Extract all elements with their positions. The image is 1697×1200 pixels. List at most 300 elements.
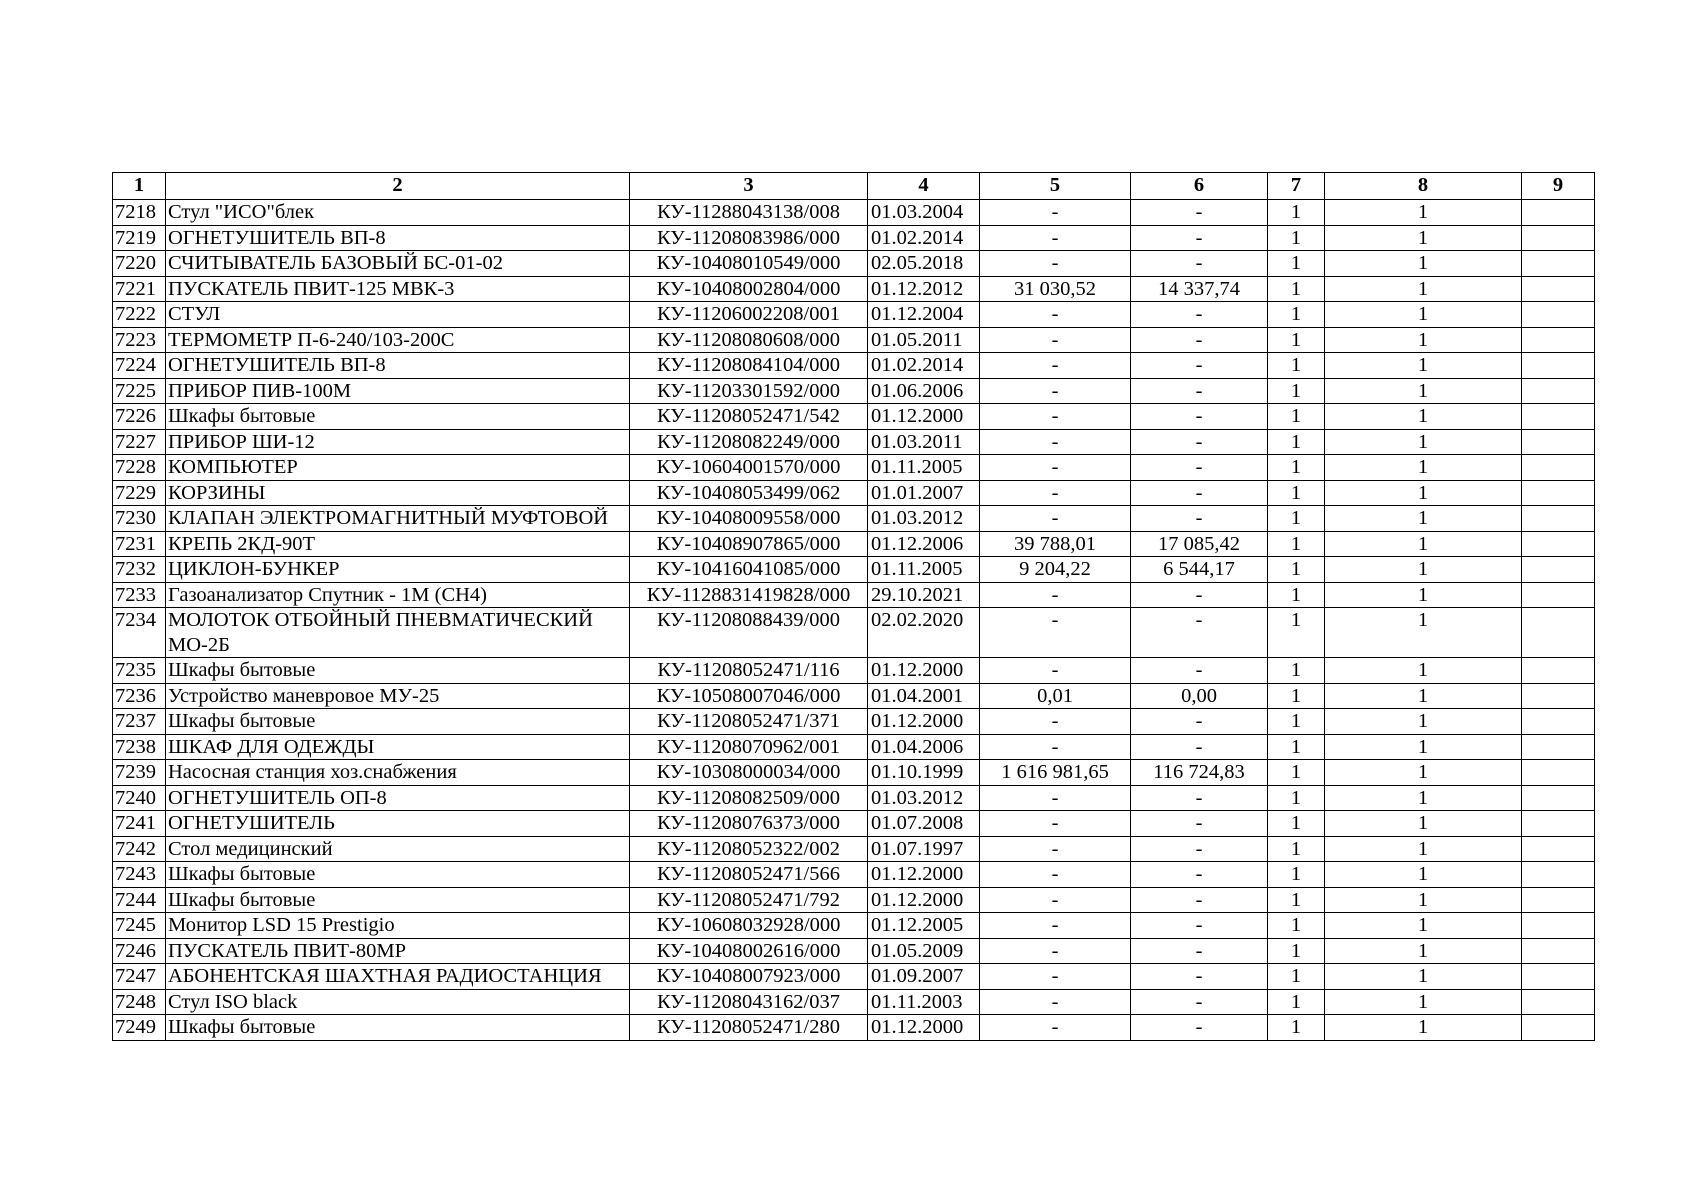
value-col9-cell	[1522, 785, 1595, 811]
value-col5-cell: -	[980, 608, 1131, 658]
item-name-cell: ОГНЕТУШИТЕЛЬ ВП-8	[166, 353, 630, 379]
col-header-8: 8	[1325, 173, 1522, 200]
value-col7-cell: 1	[1268, 734, 1325, 760]
inventory-code-cell: КУ-11208052471/542	[630, 404, 868, 430]
value-col6-cell: -	[1131, 582, 1268, 608]
value-col7-cell: 1	[1268, 785, 1325, 811]
date-cell: 01.12.2000	[868, 404, 980, 430]
value-col9-cell	[1522, 709, 1595, 735]
value-col6-cell: -	[1131, 378, 1268, 404]
row-number-cell: 7232	[113, 557, 166, 583]
value-col8-cell: 1	[1325, 506, 1522, 532]
date-cell: 01.09.2007	[868, 964, 980, 990]
item-name-cell: Стул ISO black	[166, 989, 630, 1015]
value-col7-cell: 1	[1268, 531, 1325, 557]
row-number-cell: 7218	[113, 200, 166, 226]
value-col9-cell	[1522, 557, 1595, 583]
value-col8-cell: 1	[1325, 964, 1522, 990]
value-col7-cell: 1	[1268, 989, 1325, 1015]
value-col5-cell: 31 030,52	[980, 276, 1131, 302]
value-col8-cell: 1	[1325, 302, 1522, 328]
value-col5-cell: -	[980, 480, 1131, 506]
inventory-code-cell: КУ-10308000034/000	[630, 760, 868, 786]
value-col8-cell: 1	[1325, 327, 1522, 353]
value-col9-cell	[1522, 506, 1595, 532]
table-row	[113, 608, 1595, 658]
item-name-cell: Газоанализатор Спутник - 1М (СН4)	[166, 582, 630, 608]
row-number-cell: 7223	[113, 327, 166, 353]
value-col6-cell: 116 724,83	[1131, 760, 1268, 786]
inventory-code-cell: КУ-10408002616/000	[630, 938, 868, 964]
value-col7-cell: 1	[1268, 658, 1325, 684]
table-row	[113, 913, 1595, 939]
date-cell: 01.03.2012	[868, 785, 980, 811]
inventory-code-cell: КУ-11288043138/008	[630, 200, 868, 226]
value-col6-cell: -	[1131, 989, 1268, 1015]
inventory-code-cell: КУ-10408002804/000	[630, 276, 868, 302]
date-cell: 29.10.2021	[868, 582, 980, 608]
item-name-cell: СЧИТЫВАТЕЛЬ БАЗОВЫЙ БС-01-02	[166, 251, 630, 277]
inventory-code-cell: КУ-10604001570/000	[630, 455, 868, 481]
date-cell: 01.11.2005	[868, 557, 980, 583]
value-col5-cell: -	[980, 887, 1131, 913]
value-col8-cell: 1	[1325, 404, 1522, 430]
value-col9-cell	[1522, 938, 1595, 964]
table-row	[113, 887, 1595, 913]
table-row	[113, 353, 1595, 379]
value-col7-cell: 1	[1268, 887, 1325, 913]
inventory-code-cell: КУ-11208084104/000	[630, 353, 868, 379]
value-col5-cell: -	[980, 862, 1131, 888]
value-col7-cell: 1	[1268, 557, 1325, 583]
value-col9-cell	[1522, 836, 1595, 862]
value-col6-cell: -	[1131, 480, 1268, 506]
value-col7-cell: 1	[1268, 429, 1325, 455]
value-col5-cell: -	[980, 582, 1131, 608]
item-name-cell: КРЕПЬ 2КД-90Т	[166, 531, 630, 557]
item-name-cell: ШКАФ ДЛЯ ОДЕЖДЫ	[166, 734, 630, 760]
date-cell: 01.12.2000	[868, 658, 980, 684]
value-col7-cell: 1	[1268, 353, 1325, 379]
value-col6-cell: -	[1131, 938, 1268, 964]
row-number-cell: 7248	[113, 989, 166, 1015]
inventory-code-cell: КУ-11208088439/000	[630, 608, 868, 658]
col-header-3: 3	[630, 173, 868, 200]
row-number-cell: 7233	[113, 582, 166, 608]
inventory-code-cell: КУ-10408007923/000	[630, 964, 868, 990]
row-number-cell: 7246	[113, 938, 166, 964]
value-col8-cell: 1	[1325, 225, 1522, 251]
table-row	[113, 302, 1595, 328]
value-col9-cell	[1522, 964, 1595, 990]
value-col9-cell	[1522, 404, 1595, 430]
value-col7-cell: 1	[1268, 862, 1325, 888]
item-name-cell: КОМПЬЮТЕР	[166, 455, 630, 481]
item-name-cell: Шкафы бытовые	[166, 862, 630, 888]
inventory-code-cell: КУ-11208052322/002	[630, 836, 868, 862]
table-row	[113, 429, 1595, 455]
value-col8-cell: 1	[1325, 378, 1522, 404]
inventory-code-cell: КУ-10508007046/000	[630, 683, 868, 709]
value-col8-cell: 1	[1325, 683, 1522, 709]
inventory-code-cell: КУ-10408010549/000	[630, 251, 868, 277]
row-number-cell: 7231	[113, 531, 166, 557]
date-cell: 01.12.2006	[868, 531, 980, 557]
value-col7-cell: 1	[1268, 608, 1325, 658]
date-cell: 01.03.2011	[868, 429, 980, 455]
value-col6-cell: -	[1131, 785, 1268, 811]
value-col5-cell: -	[980, 455, 1131, 481]
col-header-5: 5	[980, 173, 1131, 200]
item-name-cell: Шкафы бытовые	[166, 709, 630, 735]
date-cell: 01.11.2003	[868, 989, 980, 1015]
value-col5-cell: -	[980, 353, 1131, 379]
item-name-cell: АБОНЕНТСКАЯ ШАХТНАЯ РАДИОСТАНЦИЯ	[166, 964, 630, 990]
date-cell: 01.01.2007	[868, 480, 980, 506]
value-col8-cell: 1	[1325, 709, 1522, 735]
value-col8-cell: 1	[1325, 989, 1522, 1015]
value-col6-cell: -	[1131, 887, 1268, 913]
table-row	[113, 760, 1595, 786]
row-number-cell: 7240	[113, 785, 166, 811]
date-cell: 01.12.2004	[868, 302, 980, 328]
value-col8-cell: 1	[1325, 480, 1522, 506]
value-col6-cell: -	[1131, 658, 1268, 684]
value-col8-cell: 1	[1325, 1015, 1522, 1041]
value-col6-cell: -	[1131, 302, 1268, 328]
row-number-cell: 7229	[113, 480, 166, 506]
date-cell: 01.10.1999	[868, 760, 980, 786]
value-col6-cell: -	[1131, 734, 1268, 760]
table-row	[113, 836, 1595, 862]
table-row	[113, 557, 1595, 583]
inventory-code-cell: КУ-10408907865/000	[630, 531, 868, 557]
date-cell: 01.07.1997	[868, 836, 980, 862]
item-name-cell: Устройство маневровое МУ-25	[166, 683, 630, 709]
item-name-cell: ЦИКЛОН-БУНКЕР	[166, 557, 630, 583]
value-col9-cell	[1522, 608, 1595, 658]
value-col8-cell: 1	[1325, 429, 1522, 455]
value-col5-cell: -	[980, 506, 1131, 532]
inventory-code-cell: КУ-11208080608/000	[630, 327, 868, 353]
row-number-cell: 7238	[113, 734, 166, 760]
row-number-cell: 7241	[113, 811, 166, 837]
row-number-cell: 7221	[113, 276, 166, 302]
row-number-cell: 7228	[113, 455, 166, 481]
table-row	[113, 225, 1595, 251]
value-col7-cell: 1	[1268, 327, 1325, 353]
value-col9-cell	[1522, 276, 1595, 302]
date-cell: 01.12.2000	[868, 862, 980, 888]
date-cell: 01.12.2012	[868, 276, 980, 302]
item-name-cell: ПУСКАТЕЛЬ ПВИТ-80МР	[166, 938, 630, 964]
item-name-cell: КЛАПАН ЭЛЕКТРОМАГНИТНЫЙ МУФТОВОЙ	[166, 506, 630, 532]
row-number-cell: 7244	[113, 887, 166, 913]
row-number-cell: 7245	[113, 913, 166, 939]
value-col5-cell: -	[980, 989, 1131, 1015]
date-cell: 01.05.2009	[868, 938, 980, 964]
date-cell: 01.11.2005	[868, 455, 980, 481]
value-col6-cell: -	[1131, 455, 1268, 481]
value-col7-cell: 1	[1268, 964, 1325, 990]
inventory-code-cell: КУ-1128831419828/000	[630, 582, 868, 608]
value-col7-cell: 1	[1268, 404, 1325, 430]
value-col5-cell: -	[980, 836, 1131, 862]
value-col7-cell: 1	[1268, 302, 1325, 328]
table-row	[113, 327, 1595, 353]
table-row	[113, 964, 1595, 990]
value-col9-cell	[1522, 327, 1595, 353]
value-col8-cell: 1	[1325, 557, 1522, 583]
value-col6-cell: -	[1131, 200, 1268, 226]
item-name-cell: Монитор LSD 15 Prestigio	[166, 913, 630, 939]
inventory-code-cell: КУ-11208043162/037	[630, 989, 868, 1015]
item-name-cell: ОГНЕТУШИТЕЛЬ ВП-8	[166, 225, 630, 251]
value-col8-cell: 1	[1325, 276, 1522, 302]
value-col5-cell: -	[980, 734, 1131, 760]
value-col8-cell: 1	[1325, 608, 1522, 658]
value-col6-cell: 6 544,17	[1131, 557, 1268, 583]
value-col9-cell	[1522, 811, 1595, 837]
value-col9-cell	[1522, 251, 1595, 277]
row-number-cell: 7220	[113, 251, 166, 277]
table-row	[113, 480, 1595, 506]
inventory-code-cell: КУ-11208052471/792	[630, 887, 868, 913]
inventory-code-cell: КУ-11208052471/116	[630, 658, 868, 684]
value-col7-cell: 1	[1268, 709, 1325, 735]
value-col8-cell: 1	[1325, 658, 1522, 684]
inventory-code-cell: КУ-11208076373/000	[630, 811, 868, 837]
inventory-code-cell: КУ-11203301592/000	[630, 378, 868, 404]
date-cell: 02.02.2020	[868, 608, 980, 658]
value-col5-cell: -	[980, 302, 1131, 328]
table-row	[113, 200, 1595, 226]
value-col7-cell: 1	[1268, 582, 1325, 608]
value-col6-cell: -	[1131, 1015, 1268, 1041]
value-col5-cell: -	[980, 429, 1131, 455]
value-col7-cell: 1	[1268, 760, 1325, 786]
value-col5-cell: -	[980, 404, 1131, 430]
item-name-cell: КОРЗИНЫ	[166, 480, 630, 506]
row-number-cell: 7235	[113, 658, 166, 684]
inventory-table	[112, 172, 1595, 1041]
value-col5-cell: -	[980, 251, 1131, 277]
value-col5-cell: -	[980, 785, 1131, 811]
value-col6-cell: -	[1131, 709, 1268, 735]
value-col9-cell	[1522, 913, 1595, 939]
row-number-cell: 7226	[113, 404, 166, 430]
row-number-cell: 7222	[113, 302, 166, 328]
date-cell: 01.03.2004	[868, 200, 980, 226]
value-col8-cell: 1	[1325, 811, 1522, 837]
col-header-2: 2	[166, 173, 630, 200]
item-name-cell: Шкафы бытовые	[166, 404, 630, 430]
item-name-cell: Стол медицинский	[166, 836, 630, 862]
item-name-cell: Шкафы бытовые	[166, 658, 630, 684]
value-col6-cell: -	[1131, 836, 1268, 862]
inventory-code-cell: КУ-10416041085/000	[630, 557, 868, 583]
value-col5-cell: -	[980, 709, 1131, 735]
value-col7-cell: 1	[1268, 913, 1325, 939]
date-cell: 01.12.2005	[868, 913, 980, 939]
value-col7-cell: 1	[1268, 225, 1325, 251]
value-col5-cell: -	[980, 658, 1131, 684]
value-col8-cell: 1	[1325, 938, 1522, 964]
table-row	[113, 276, 1595, 302]
row-number-cell: 7242	[113, 836, 166, 862]
value-col7-cell: 1	[1268, 276, 1325, 302]
item-name-cell: МОЛОТОК ОТБОЙНЫЙ ПНЕВМАТИЧЕСКИЙ МО-2Б	[166, 608, 630, 658]
table-row	[113, 734, 1595, 760]
value-col6-cell: 14 337,74	[1131, 276, 1268, 302]
inventory-code-cell: КУ-11208052471/280	[630, 1015, 868, 1041]
value-col9-cell	[1522, 760, 1595, 786]
row-number-cell: 7225	[113, 378, 166, 404]
value-col7-cell: 1	[1268, 836, 1325, 862]
value-col6-cell: -	[1131, 608, 1268, 658]
table-row	[113, 811, 1595, 837]
row-number-cell: 7230	[113, 506, 166, 532]
col-header-7: 7	[1268, 173, 1325, 200]
date-cell: 01.04.2006	[868, 734, 980, 760]
col-header-1: 1	[113, 173, 166, 200]
table-row	[113, 531, 1595, 557]
row-number-cell: 7249	[113, 1015, 166, 1041]
row-number-cell: 7243	[113, 862, 166, 888]
value-col6-cell: -	[1131, 506, 1268, 532]
value-col9-cell	[1522, 1015, 1595, 1041]
value-col9-cell	[1522, 989, 1595, 1015]
value-col7-cell: 1	[1268, 811, 1325, 837]
value-col6-cell: -	[1131, 404, 1268, 430]
item-name-cell: ПРИБОР ПИВ-100М	[166, 378, 630, 404]
value-col8-cell: 1	[1325, 887, 1522, 913]
item-name-cell: ПУСКАТЕЛЬ ПВИТ-125 МВК-3	[166, 276, 630, 302]
value-col8-cell: 1	[1325, 913, 1522, 939]
item-name-cell: Стул "ИСО"блек	[166, 200, 630, 226]
item-name-cell: ОГНЕТУШИТЕЛЬ	[166, 811, 630, 837]
col-header-4: 4	[868, 173, 980, 200]
inventory-code-cell: КУ-11206002208/001	[630, 302, 868, 328]
value-col6-cell: 0,00	[1131, 683, 1268, 709]
value-col6-cell: -	[1131, 811, 1268, 837]
col-header-9: 9	[1522, 173, 1595, 200]
value-col9-cell	[1522, 683, 1595, 709]
value-col6-cell: -	[1131, 862, 1268, 888]
value-col9-cell	[1522, 353, 1595, 379]
date-cell: 01.07.2008	[868, 811, 980, 837]
value-col9-cell	[1522, 734, 1595, 760]
date-cell: 02.05.2018	[868, 251, 980, 277]
table-row	[113, 378, 1595, 404]
table-row	[113, 862, 1595, 888]
inventory-code-cell: КУ-10408009558/000	[630, 506, 868, 532]
value-col9-cell	[1522, 200, 1595, 226]
value-col9-cell	[1522, 455, 1595, 481]
value-col7-cell: 1	[1268, 378, 1325, 404]
value-col9-cell	[1522, 658, 1595, 684]
value-col5-cell: 39 788,01	[980, 531, 1131, 557]
value-col9-cell	[1522, 862, 1595, 888]
item-name-cell: СТУЛ	[166, 302, 630, 328]
table-row	[113, 683, 1595, 709]
table-row	[113, 709, 1595, 735]
value-col6-cell: -	[1131, 429, 1268, 455]
date-cell: 01.02.2014	[868, 225, 980, 251]
value-col7-cell: 1	[1268, 938, 1325, 964]
value-col9-cell	[1522, 429, 1595, 455]
value-col5-cell: 0,01	[980, 683, 1131, 709]
date-cell: 01.02.2014	[868, 353, 980, 379]
row-number-cell: 7239	[113, 760, 166, 786]
value-col9-cell	[1522, 378, 1595, 404]
value-col5-cell: -	[980, 378, 1131, 404]
inventory-code-cell: КУ-11208052471/371	[630, 709, 868, 735]
inventory-code-cell: КУ-11208052471/566	[630, 862, 868, 888]
row-number-cell: 7227	[113, 429, 166, 455]
value-col9-cell	[1522, 480, 1595, 506]
inventory-code-cell: КУ-10608032928/000	[630, 913, 868, 939]
table-row	[113, 785, 1595, 811]
table-row	[113, 404, 1595, 430]
inventory-code-cell: КУ-11208083986/000	[630, 225, 868, 251]
value-col5-cell: -	[980, 225, 1131, 251]
date-cell: 01.12.2000	[868, 1015, 980, 1041]
value-col9-cell	[1522, 887, 1595, 913]
item-name-cell: Насосная станция хоз.снабжения	[166, 760, 630, 786]
table-row	[113, 658, 1595, 684]
value-col9-cell	[1522, 531, 1595, 557]
value-col5-cell: -	[980, 964, 1131, 990]
value-col5-cell: -	[980, 913, 1131, 939]
value-col8-cell: 1	[1325, 353, 1522, 379]
value-col8-cell: 1	[1325, 582, 1522, 608]
table-row	[113, 506, 1595, 532]
value-col8-cell: 1	[1325, 200, 1522, 226]
value-col8-cell: 1	[1325, 531, 1522, 557]
row-number-cell: 7234	[113, 608, 166, 658]
inventory-code-cell: КУ-11208082249/000	[630, 429, 868, 455]
date-cell: 01.04.2001	[868, 683, 980, 709]
table-body	[113, 200, 1595, 1041]
col-header-6: 6	[1131, 173, 1268, 200]
item-name-cell: Шкафы бытовые	[166, 1015, 630, 1041]
value-col8-cell: 1	[1325, 455, 1522, 481]
value-col5-cell: -	[980, 200, 1131, 226]
date-cell: 01.12.2000	[868, 709, 980, 735]
value-col7-cell: 1	[1268, 480, 1325, 506]
item-name-cell: ТЕРМОМЕТР П-6-240/103-200С	[166, 327, 630, 353]
value-col7-cell: 1	[1268, 506, 1325, 532]
item-name-cell: ПРИБОР ШИ-12	[166, 429, 630, 455]
row-number-cell: 7219	[113, 225, 166, 251]
value-col7-cell: 1	[1268, 455, 1325, 481]
value-col7-cell: 1	[1268, 200, 1325, 226]
table-row	[113, 455, 1595, 481]
date-cell: 01.12.2000	[868, 887, 980, 913]
inventory-code-cell: КУ-11208082509/000	[630, 785, 868, 811]
table-row	[113, 1015, 1595, 1041]
date-cell: 01.03.2012	[868, 506, 980, 532]
row-number-cell: 7236	[113, 683, 166, 709]
inventory-code-cell: КУ-11208070962/001	[630, 734, 868, 760]
value-col5-cell: -	[980, 938, 1131, 964]
value-col8-cell: 1	[1325, 251, 1522, 277]
value-col6-cell: 17 085,42	[1131, 531, 1268, 557]
value-col8-cell: 1	[1325, 785, 1522, 811]
item-name-cell: ОГНЕТУШИТЕЛЬ ОП-8	[166, 785, 630, 811]
table-row	[113, 251, 1595, 277]
